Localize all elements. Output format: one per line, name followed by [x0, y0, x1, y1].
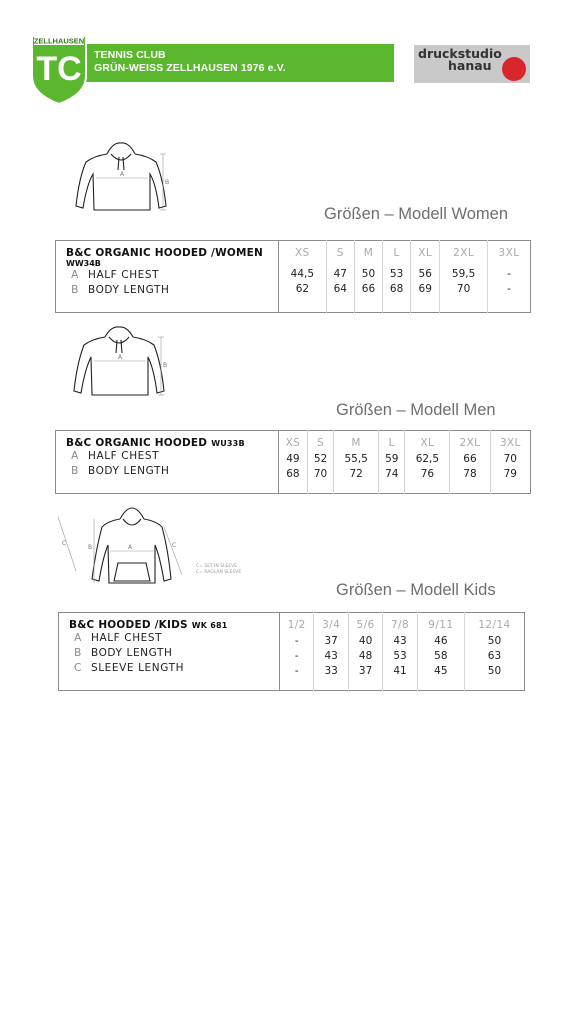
women-label-cell — [56, 241, 279, 313]
women-size-xs: XS 44,5 62 — [279, 241, 327, 313]
women-model-code: WW34B — [66, 259, 101, 268]
women-size-3xl: 3XL - - — [498, 247, 520, 295]
club-name — [94, 49, 286, 75]
kids-hoodie-sketch-icon — [52, 505, 262, 590]
men-size-3xl: 3XL 70 79 — [499, 437, 521, 480]
men-size-xl: XL 62,5 76 — [405, 431, 450, 494]
kids-size-5-6: 5/6 40 48 37 — [348, 613, 382, 691]
club-name-line1: TENNIS CLUB — [94, 49, 166, 61]
kids-section-heading: Größen – Modell Kids — [336, 581, 496, 599]
women-section-heading: Größen – Modell Women — [324, 205, 509, 223]
women-row-half-chest: A HALF CHEST — [71, 269, 160, 281]
svg-text:A: A — [128, 544, 133, 551]
logo-letters: TC — [36, 50, 82, 88]
kids-size-3-4: 3/4 37 43 33 — [314, 613, 348, 691]
men-section-heading: Größen – Modell Men — [336, 401, 496, 419]
kids-model-name-row — [69, 619, 279, 631]
men-hoodie-sketch-icon — [68, 325, 173, 400]
logo-arc-text: ZELLHAUSEN — [33, 36, 85, 46]
kids-model-code: WK 681 — [191, 621, 228, 630]
kids-model-name: B&C HOODED /KIDS — [69, 619, 188, 631]
men-size-m: M 55,5 72 — [334, 431, 379, 494]
kids-size-7-8: 7/8 43 53 41 — [383, 613, 417, 691]
partner-line1: druckstudio — [418, 46, 502, 61]
kids-size-12-14: 12/14 50 63 50 — [478, 619, 511, 677]
partner-logo-text — [418, 48, 502, 72]
svg-text:A: A — [118, 354, 123, 361]
svg-text:B: B — [163, 362, 168, 369]
club-logo-icon — [30, 32, 88, 106]
women-size-l: L 53 68 — [383, 241, 411, 313]
men-row-half-chest: A HALF CHEST — [71, 450, 160, 462]
men-size-table — [55, 430, 531, 494]
kids-size-9-11: 9/11 46 58 45 — [417, 613, 464, 691]
svg-text:C: C — [62, 540, 67, 547]
svg-text:B: B — [165, 179, 170, 186]
svg-text:B: B — [88, 544, 93, 551]
women-size-xl: XL 56 69 — [411, 241, 440, 313]
kids-sketch-note-1: C= SET-IN SLEEVE — [196, 564, 238, 569]
club-name-line2: GRÜN-WEISS ZELLHAUSEN 1976 e.V. — [94, 62, 286, 74]
svg-text:A: A — [120, 171, 125, 178]
kids-row-half-chest: A HALF CHEST — [74, 632, 163, 644]
men-size-l: L 59 74 — [379, 431, 405, 494]
women-model-name: B&C ORGANIC HOODED /WOMEN — [66, 247, 263, 259]
men-size-2xl: 2XL 66 78 — [450, 431, 490, 494]
women-row-body-length: B BODY LENGTH — [71, 284, 170, 296]
women-hoodie-sketch-icon — [70, 140, 175, 215]
men-model-name-row — [66, 437, 278, 449]
men-model-code: WU33B — [211, 439, 245, 448]
kids-size-1-2: 1/2 - - - — [280, 613, 314, 691]
partner-line2: hanau — [448, 58, 492, 73]
men-model-name: B&C ORGANIC HOODED — [66, 437, 208, 449]
men-label-cell — [56, 431, 279, 494]
kids-size-table — [58, 612, 525, 691]
kids-row-sleeve-length: C SLEEVE LENGTH — [74, 662, 185, 674]
men-row-body-length: B BODY LENGTH — [71, 465, 170, 477]
kids-label-cell — [59, 613, 280, 691]
svg-text:C: C — [172, 542, 177, 549]
kids-sketch-note-2: C= RAGLAN SLEEVE — [196, 570, 242, 575]
kids-row-body-length: B BODY LENGTH — [74, 647, 173, 659]
men-size-xs: XS 49 68 — [279, 431, 308, 494]
women-size-2xl: 2XL 59,5 70 — [440, 241, 488, 313]
women-size-s: S 47 64 — [326, 241, 354, 313]
partner-logo-dot-icon — [502, 57, 526, 81]
women-size-table — [55, 240, 531, 313]
women-size-m: M 50 66 — [354, 241, 382, 313]
men-size-s: S 52 70 — [307, 431, 333, 494]
